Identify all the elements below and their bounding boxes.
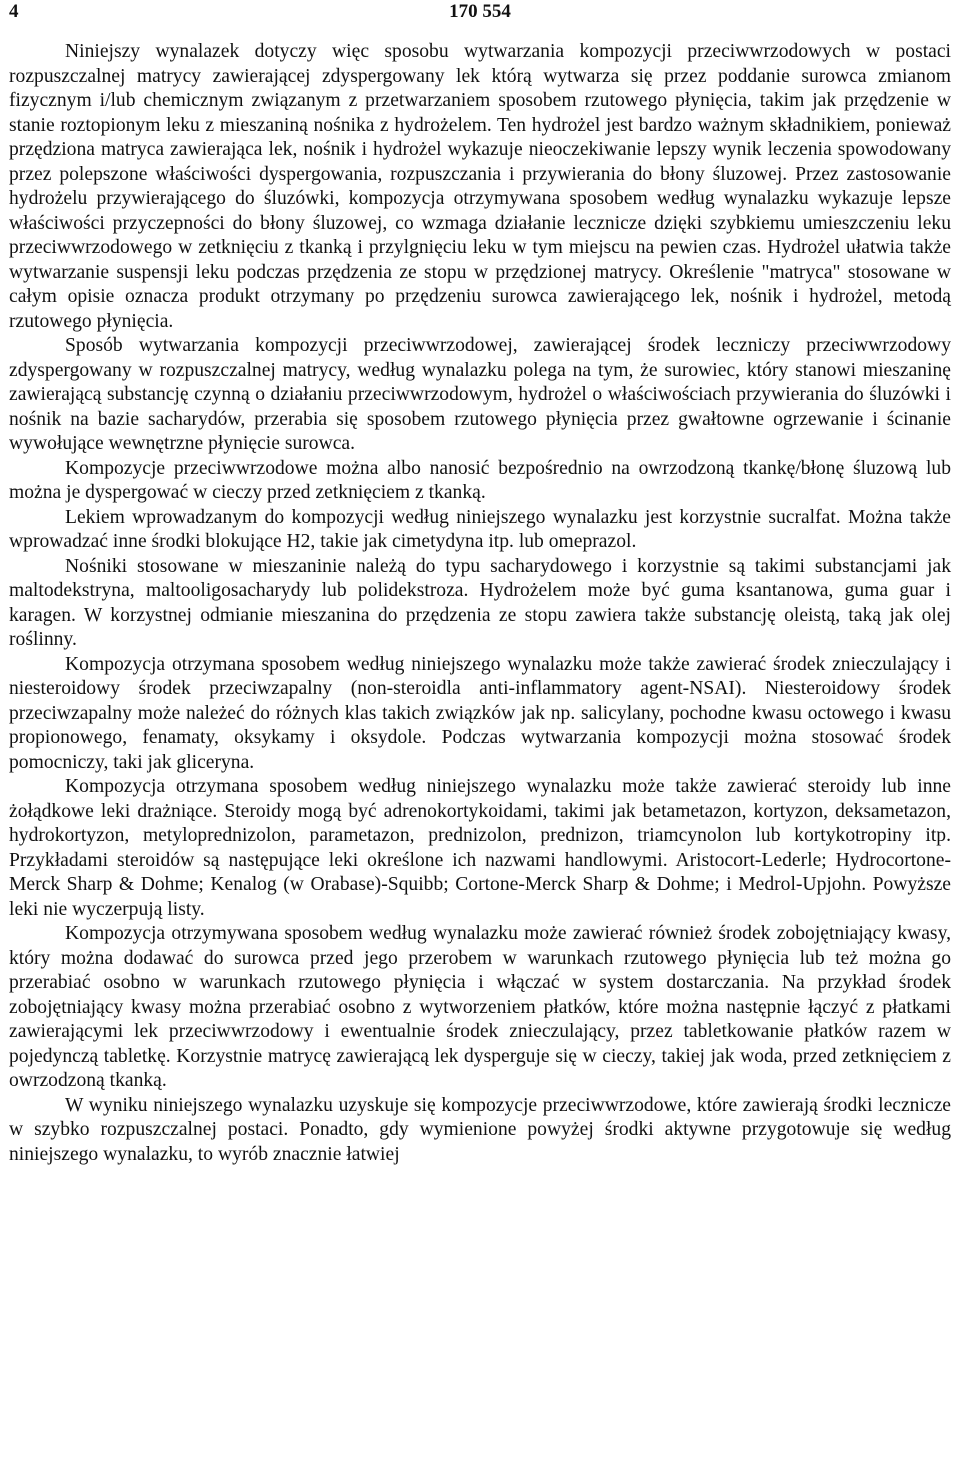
paragraph: Nośniki stosowane w mieszaninie należą do typu sacharydowego i korzystnie są takimi substancjami jak maltodekstryna, maltooligosacharydy lub polidekstroza. Hydrożelem może być guma ksantanowa, guma guar i karagen. W korzystnej odmianie mieszanina do przędzenia ze stopu zawiera także substancję oleistą, taką jak olej roślinny. xyxy=(9,555,951,650)
paragraph: Kompozycja otrzymana sposobem według niniejszego wynalazku może także zawierać steroidy lub inne żołądkowe leki drażniące. Steroidy mogą być adrenokortykoidami, takimi jak betametazon, kortyzon, deksametazon, hydrokortyzon, metyloprednizolon, parametazon, prednizolon, prednizon, triamcynolon lub kortykotropiny itp. Przykładami steroidów są następujące leki określone ich nazwami handlowymi. Aristocort-Lederle; Hydrocortone-Merck Sharp & Dohme; Kenalog (w Orabase)-Squibb; Cortone-Merck Sharp & Dohme; i Medrol-Upjohn. Powyższe leki nie wyczerpują listy. xyxy=(9,776,951,920)
paragraph: Kompozycje przeciwwrzodowe można albo nanosić bezpośrednio na owrzodzoną tkankę/błonę śluzową lub można je dyspergować w cieczy przed zetknięciem z tkanką. xyxy=(9,457,951,503)
paragraph: Kompozycja otrzymana sposobem według niniejszego wynalazku może także zawierać środek znieczulający i niesteroidowy środek przeciwzapalny (non-steroidla anti-inflammatory agent-NSAI). Niesteroidowy środek przeciwzapalny może należeć do różnych klas takich związków jak np. salicylany, pochodne kwasu octowego i kwasu propionowego, fenamaty, oksykamy i oksydole. Podczas wytwarzania kompozycji można stosować środek pomocniczy, taki jak gliceryna. xyxy=(9,653,951,773)
page-header xyxy=(9,0,951,34)
document-body xyxy=(9,40,951,1167)
paragraph: Kompozycja otrzymywana sposobem według wynalazku może zawierać również środek zobojętniający kwasy, który można dodawać do surowca przed jego przerobem w warunkach rzutowego płynięcia lub też można go przerabiać osobno w warunkach rzutowego płynięcia i włączać w system dostarczania. Na przykład środek zobojętniający kwasy można przerabiać osobno z wytworzeniem płatków, które można następnie łączyć z płatkami zawierającymi lek przeciwwrzodowy i ewentualnie środek znieczulający, przez tabletkowanie płatków razem w pojedynczą tabletkę. Korzystnie matrycę zawierającą lek dysperguje się w cieczy, takiej jak woda, przed zetknięciem z owrzodzoną tkanką. xyxy=(9,923,951,1091)
paragraph: W wyniku niniejszego wynalazku uzyskuje się kompozycje przeciwwrzodowe, które zawierają środki lecznicze w szybko rozpuszczalnej postaci. Ponadto, gdy wymienione powyżej środki aktywne przygotowuje się według niniejszego wynalazku, to wyrób znacznie łatwiej xyxy=(9,1094,951,1165)
page-number: 4 xyxy=(9,1,19,22)
paragraph: Lekiem wprowadzanym do kompozycji według niniejszego wynalazku jest korzystnie sucralfat. Można także wprowadzać inne środki blokujące H2, takie jak cimetydyna itp. lub omeprazol. xyxy=(9,506,951,552)
paragraph: Sposób wytwarzania kompozycji przeciwwrzodowej, zawierającej środek leczniczy przeciwwrzodowy zdyspergowany w rozpuszczalnej matrycy, według wynalazku polega na tym, że surowiec, który stanowi mieszaninę zawierającą substancję czynną o działaniu przeciwwrzodowym, hydrożel o właściwościach przywierania do śluzówki i nośnik na bazie sacharydów, przerabia się sposobem rzutowego płynięcia przez gwałtowne ogrzewanie i ścinanie wywołujące wewnętrzne płynięcie surowca. xyxy=(9,335,951,454)
paragraph: Niniejszy wynalazek dotyczy więc sposobu wytwarzania kompozycji przeciwwrzodowych w postaci rozpuszczalnej matrycy zawierającej zdyspergowany lek którą wytwarza się przez poddanie surowca zmianom fizycznym i/lub chemicznym związanym z przetwarzaniem sposobem rzutowego płynięcia, takim jak przędzenie w stanie roztopionym leku z mieszaniną nośnika z hydrożelem. Ten hydrożel jest bardzo ważnym składnikiem, ponieważ przędziona matryca zawierająca lek, nośnik i hydrożel wykazuje nieoczekiwanie lepszy wynik leczenia spowodowany przez polepszone właściwości dyspergowania, rozpuszczania i przywierania do błony śluzowej. Przez zastosowanie hydrożelu przywierającego do śluzówki, kompozycja otrzymywana sposobem według wynalazku wykazuje lepsze właściwości przyczepności do błony śluzowej, co wzmaga działanie lecznicze dzięki szybkiemu umieszczeniu leku przeciwwrzodowego w zetknięciu z tkanką i przylgnięciu leku w tym miejscu na pewien czas. Hydrożel ułatwia także wytwarzanie suspensji leku podczas przędzenia ze stopu w przędzionej matrycy. Określenie "matryca" stosowane w całym opisie oznacza produkt otrzymany po przędzeniu surowca zawierającego lek, nośnik i hydrożel, metodą rzutowego płynięcia. xyxy=(9,41,951,332)
document-number: 170 554 xyxy=(449,1,511,22)
